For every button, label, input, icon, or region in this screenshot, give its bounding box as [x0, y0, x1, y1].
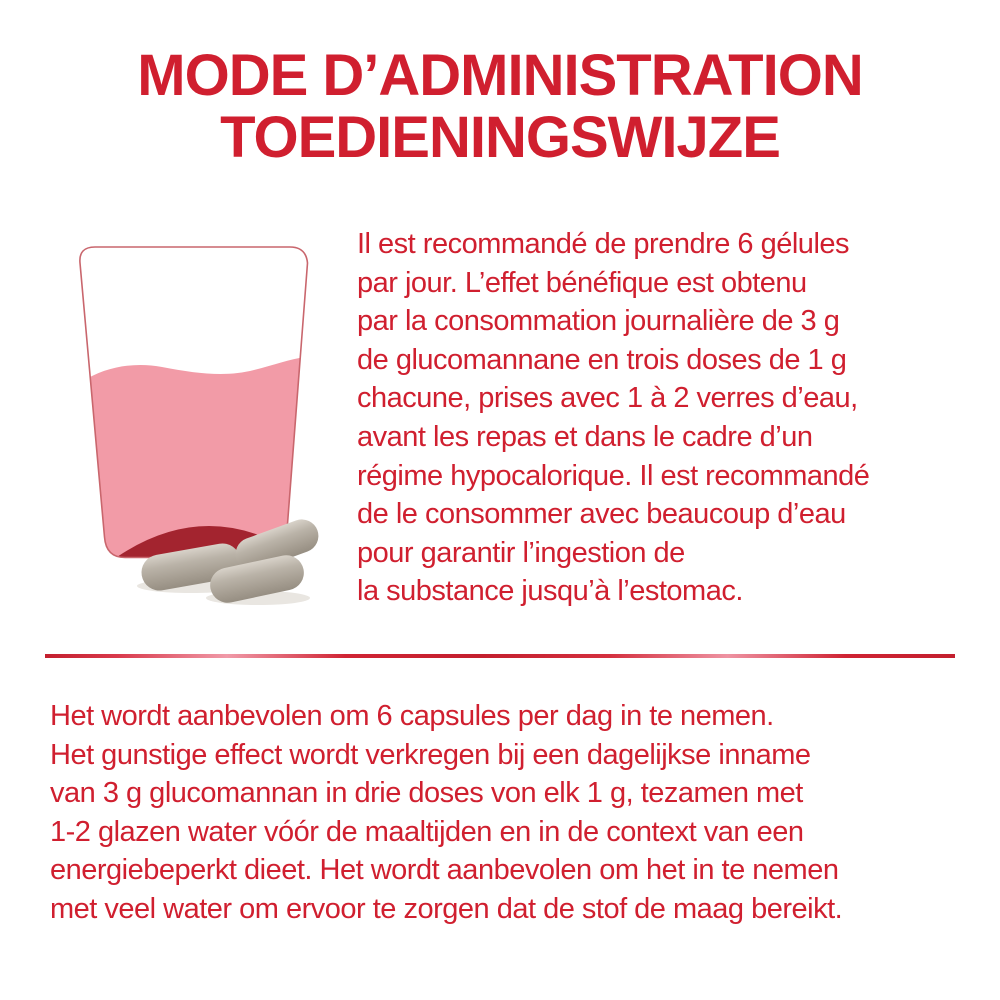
text-line: met veel water om ervoor te zorgen dat de stof de maag bereikt.	[50, 892, 843, 925]
text-line: de glucomannane en trois doses de 1 g	[357, 343, 847, 376]
divider-line	[45, 654, 955, 658]
glass-capsules-illustration	[50, 235, 340, 615]
text-line: de le consommer avec beaucoup d’eau	[357, 498, 846, 531]
text-line: Het wordt aanbevolen om 6 capsules per dag in te nemen.	[50, 700, 774, 732]
text-line: par jour. L’effet bénéfique est obtenu	[357, 266, 807, 299]
text-line: Il est recommandé de prendre 6 gélules	[357, 228, 850, 260]
text-line: avant les repas et dans le cadre d’un	[357, 420, 813, 453]
text-line: chacune, prises avec 1 à 2 verres d’eau,	[357, 382, 858, 415]
glass-capsules-graphic	[50, 235, 340, 615]
text-line: pour garantir l’ingestion de	[357, 536, 685, 569]
title-dutch: TOEDIENINGSWIJZE	[220, 105, 780, 170]
instructions-french	[357, 225, 957, 611]
text-line: par la consommation journalière de 3 g	[357, 305, 840, 338]
instructions-dutch	[50, 697, 970, 929]
text-line: Het gunstige effect wordt verkregen bij een dagelijkse inname	[50, 738, 811, 771]
text-line: régime hypocalorique. Il est recommandé	[357, 459, 870, 492]
text-line: 1-2 glazen water vóór de maaltijden en in de context van een	[50, 815, 804, 848]
text-line: energiebeperkt dieet. Het wordt aanbevolen om het in te nemen	[50, 854, 839, 887]
text-line: van 3 g glucomannan in drie doses von elk 1 g, tezamen met	[50, 777, 803, 810]
text-line: la substance jusqu’à l’estomac.	[357, 575, 743, 608]
section-title	[0, 45, 1000, 169]
title-french: MODE D’ADMINISTRATION	[137, 43, 863, 108]
